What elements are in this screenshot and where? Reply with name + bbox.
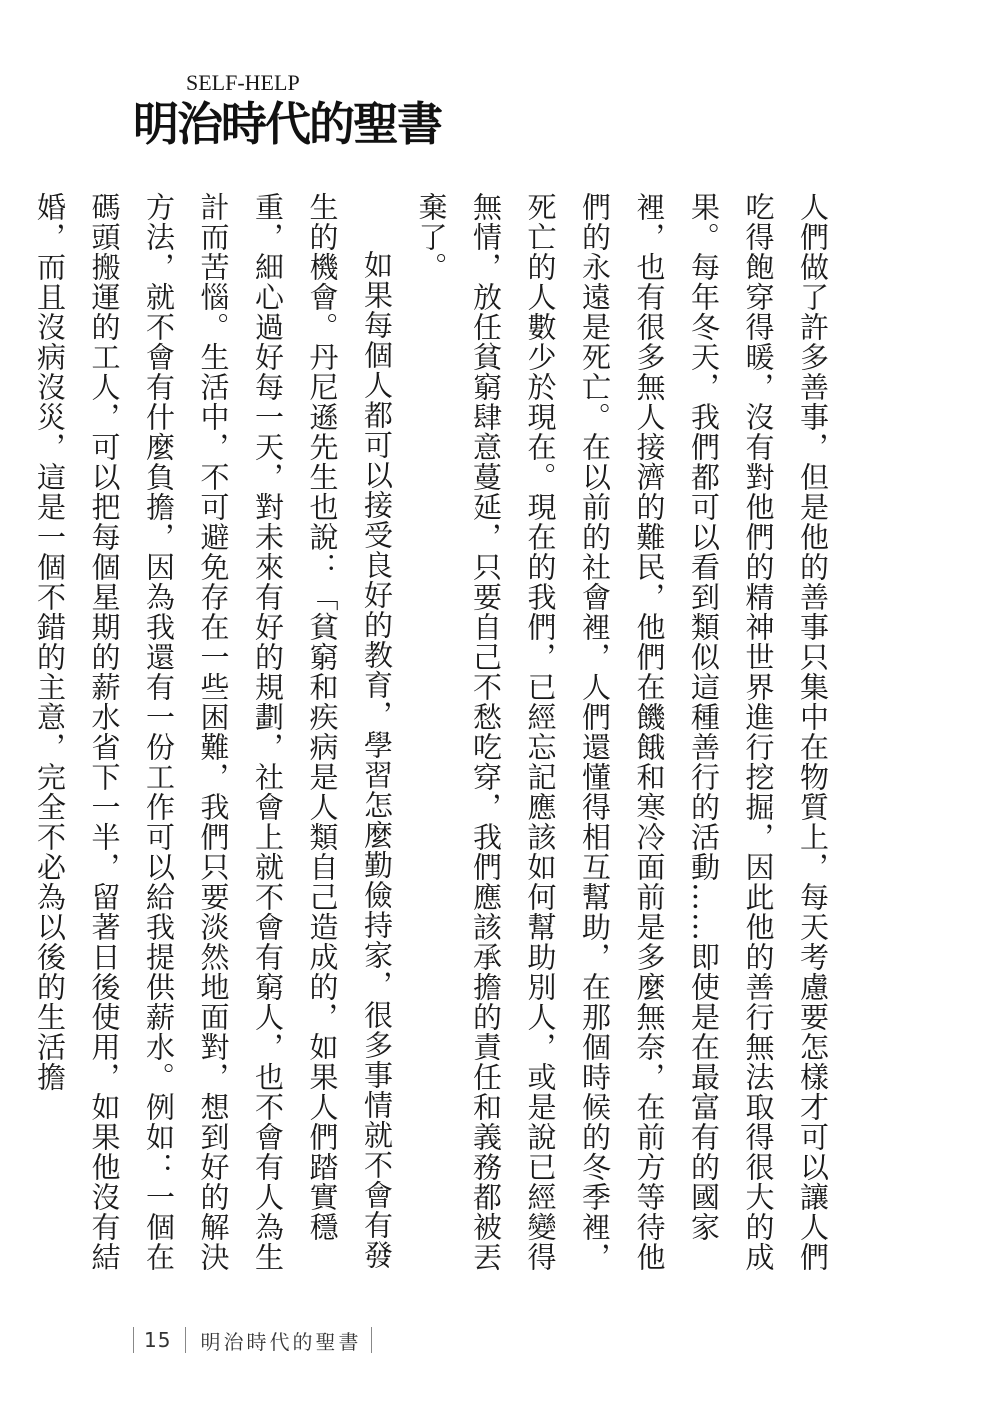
footer-divider (371, 1327, 372, 1353)
paragraph-1: 人們做了許多善事，但是他的善事只集中在物質上，每天考慮要怎樣才可以讓人們吃得飽穿得暖，沒有對他們的精神世界進行挖掘，因此他的善行無法取得很大的成果。每年冬天，我們都可以看到類似這種善行的活動……即使是在最富有的國家裡，也有很多無人接濟的難民，他們在饑餓和寒冷面前是多麼無奈，在前方等待他們的永遠是死亡。在以前的社會裡，人們還懂得相互幫助，在那個時候的冬季裡，死亡的人數少於現在。現在的我們，已經忘記應該如何幫助別人，或是說已經變得無情，放任貧窮肆意蔓延，只要自己不愁吃穿，我們應該承擔的責任和義務都被丟棄了。 (414, 192, 830, 1272)
body-text (23, 192, 841, 1272)
paragraph-2: 如果每個人都可以接受良好的教育，學習怎麼勤儉持家，很多事情就不會有發生的機會。丹尼遜先生也說：「貧窮和疾病是人類自己造成的，如果人們踏實穩重，細心過好每一天，對未來有好的規劃，社會上就不會有窮人，也不會有人為生計而苦惱。生活中，不可避免存在一些困難，我們只要淡然地面對，想到好的解決方法，就不會有什麼負擔，因為我還有一份工作可以給我提供薪水。例如：一個在碼頭搬運的工人，可以把每個星期的薪水省下一半，留著日後使用，如果他沒有結婚，而且沒病沒災，這是一個不錯的主意，完全不必為以後的生活擔 (33, 192, 394, 1272)
page-number: 15 (144, 1328, 172, 1352)
header-subtitle: SELF-HELP (186, 70, 300, 95)
page-footer (133, 1325, 372, 1355)
header-title: 明治時代的聖書 (133, 97, 441, 151)
footer-book-title: 明治時代的聖書 (200, 1329, 362, 1354)
